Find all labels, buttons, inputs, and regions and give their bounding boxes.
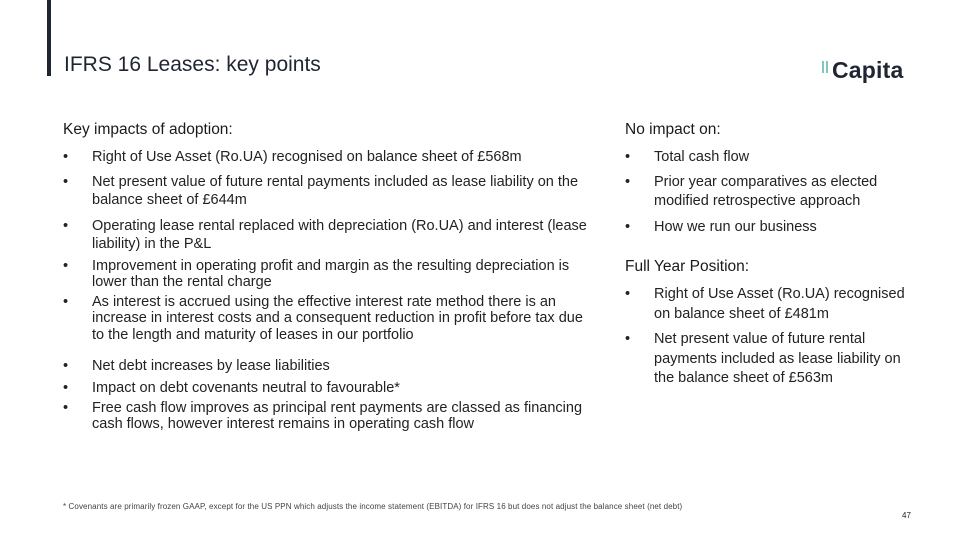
key-impacts-section [63,121,593,432]
list-item [63,379,593,398]
bullet-icon: • [625,331,631,347]
bullet-icon: • [63,217,69,234]
list-item-text: Net debt increases by lease liabilities [92,358,330,374]
list-item [63,217,593,254]
list-item-text: Operating lease rental replaced with depreciation (Ro.UA) and interest (lease liability) in the P&L [92,217,587,252]
list-item [63,258,593,290]
list-item-text: Free cash flow improves as principal rent payments are classed as financing cash flows, however interest remains in operating cash flow [92,400,583,432]
logo-text: Capita [832,57,904,83]
bullet-icon: • [63,257,69,274]
bullet-icon: • [63,379,69,396]
list-item [63,400,593,432]
list-item [63,357,593,376]
title-accent-bar [47,0,51,76]
list-item-text: Net present value of future rental payments included as lease liability on the balance sheet of £563m [654,331,901,386]
bullet-icon: • [63,400,69,416]
bullet-icon: • [63,149,69,165]
list-item [63,294,593,344]
no-impact-list [625,148,915,236]
key-impacts-list [63,148,593,432]
full-year-heading: Full Year Position: [625,258,750,275]
list-item [63,173,593,210]
bullet-icon: • [625,286,631,302]
footnote: * Covenants are primarily frozen GAAP, except for the US PPN which adjusts the income statement (EBITDA) for IFRS 16 but does not adjust the balance sheet (net debt) [63,502,683,511]
no-impact-heading: No impact on: [625,121,721,138]
list-item [625,330,915,389]
slide-title: IFRS 16 Leases: key points [64,53,321,76]
list-item [625,285,915,324]
bullet-icon: • [63,173,69,190]
capita-logo [822,57,918,87]
full-year-list [625,285,915,389]
list-item [625,148,915,167]
list-item-text: Improvement in operating profit and margin as the resulting depreciation is lower than the rental charge [92,257,570,290]
list-item [63,148,593,167]
list-item-text: Right of Use Asset (Ro.UA) recognised on balance sheet of £481m [654,286,905,322]
bullet-icon: • [63,293,69,310]
list-item-text: As interest is accrued using the effective interest rate method there is an increase in interest costs and a consequent reduction in profit before tax due to the length and maturity of leases in our portfolio [92,293,583,343]
list-item-text: How we run our business [654,218,817,235]
list-item [625,173,915,211]
no-impact-section [625,121,915,389]
list-item-text: Right of Use Asset (Ro.UA) recognised on balance sheet of £568m [92,149,522,165]
bullet-icon: • [625,218,631,235]
list-item-text: Total cash flow [654,149,750,165]
list-item-text: Net present value of future rental payments included as lease liability on the balance sheet of £644m [92,173,579,208]
bullet-icon: • [63,358,69,374]
list-item [625,218,915,237]
list-item-text: Prior year comparatives as elected modified retrospective approach [654,173,878,209]
bullet-icon: • [625,173,631,190]
page-number: 47 [902,511,911,520]
key-impacts-heading: Key impacts of adoption: [63,121,233,138]
list-item-text: Impact on debt covenants neutral to favourable* [92,379,400,396]
bullet-icon: • [625,149,631,165]
